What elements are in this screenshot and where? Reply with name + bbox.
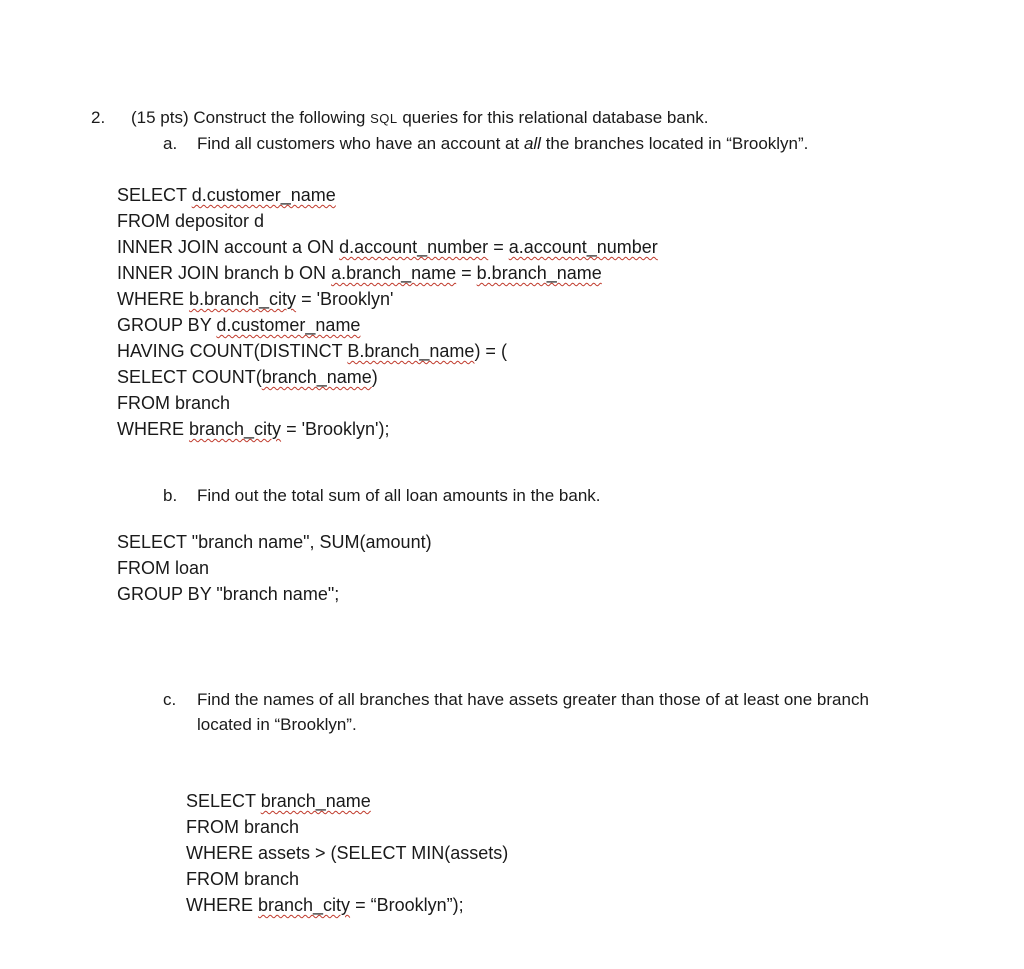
part-c-prompt-line1: Find the names of all branches that have assets greater than those of at least one branch xyxy=(197,690,869,709)
code-text: = xyxy=(488,237,509,257)
code-identifier: a.branch_name xyxy=(331,263,457,283)
code-line: GROUP BY "branch name"; xyxy=(117,584,340,604)
part-c-letter: c. xyxy=(163,690,177,709)
code-identifier: d.customer_name xyxy=(191,185,336,205)
code-line xyxy=(117,312,658,338)
code-line xyxy=(117,286,658,312)
part-b-letter: b. xyxy=(163,486,178,505)
code-identifier: b.branch_city xyxy=(189,289,297,309)
code-line xyxy=(186,814,508,840)
code-identifier: branch_name xyxy=(261,367,372,387)
code-text: INNER JOIN account a ON xyxy=(117,237,340,257)
code-identifier: branch_city xyxy=(258,895,351,915)
code-text: = 'Brooklyn' xyxy=(296,289,394,309)
part-a-italic-word: all xyxy=(523,134,541,153)
code-line: FROM loan xyxy=(117,558,210,578)
code-identifier: d.customer_name xyxy=(216,315,361,335)
code-line xyxy=(117,416,658,442)
code-line xyxy=(117,208,658,234)
code-identifier: branch_name xyxy=(260,791,371,811)
part-a-text-before: Find all customers who have an account at xyxy=(197,134,524,153)
code-line xyxy=(117,390,658,416)
code-text: = xyxy=(456,263,477,283)
code-identifier: a.account_number xyxy=(508,237,658,257)
question-number: 2. xyxy=(91,108,106,127)
code-text: FROM branch xyxy=(186,869,300,889)
part-a-sql-block xyxy=(117,182,658,442)
code-text: = 'Brooklyn'); xyxy=(281,419,390,439)
part-b-sql-block xyxy=(117,529,432,607)
code-line xyxy=(186,840,508,866)
code-text: ) = ( xyxy=(474,341,507,361)
code-text: ) xyxy=(371,367,378,387)
question-points: (15 pts) xyxy=(131,108,189,127)
code-text: SELECT xyxy=(186,791,261,811)
part-b-prompt: Find out the total sum of all loan amounts in the bank. xyxy=(197,486,601,505)
code-text: FROM depositor d xyxy=(117,211,265,231)
code-text: FROM branch xyxy=(186,817,300,837)
code-text: WHERE assets > (SELECT MIN(assets) xyxy=(186,843,509,863)
question-text-before: Construct the following xyxy=(193,108,371,127)
code-text: WHERE xyxy=(117,419,189,439)
code-line: SELECT "branch name", SUM(amount) xyxy=(117,532,432,552)
code-text: WHERE xyxy=(186,895,258,915)
code-text: GROUP BY xyxy=(117,315,217,335)
part-c-prompt-line2: located in “Brooklyn”. xyxy=(197,715,357,734)
question-text-after: queries for this relational database bank. xyxy=(397,108,709,127)
code-identifier: b.branch_name xyxy=(476,263,602,283)
code-text: HAVING COUNT(DISTINCT xyxy=(117,341,348,361)
code-text: SELECT xyxy=(117,185,192,205)
code-text: INNER JOIN branch b ON xyxy=(117,263,332,283)
code-line xyxy=(186,866,508,892)
question-sql-word: SQL xyxy=(370,111,398,126)
part-c-sql-block xyxy=(186,788,508,918)
code-text: FROM branch xyxy=(117,393,231,413)
code-line xyxy=(186,892,508,918)
code-line xyxy=(117,364,658,390)
code-line xyxy=(186,788,508,814)
code-text: SELECT COUNT( xyxy=(117,367,262,387)
code-identifier: B.branch_name xyxy=(347,341,475,361)
code-identifier: branch_city xyxy=(189,419,282,439)
code-line xyxy=(117,338,658,364)
code-text: WHERE xyxy=(117,289,189,309)
code-text: = “Brooklyn”); xyxy=(350,895,464,915)
code-line xyxy=(117,234,658,260)
code-line xyxy=(117,182,658,208)
code-line xyxy=(117,260,658,286)
code-identifier: d.account_number xyxy=(339,237,489,257)
question-heading xyxy=(131,108,709,128)
part-a-prompt xyxy=(197,134,808,154)
part-a-text-after: the branches located in “Brooklyn”. xyxy=(540,134,809,153)
part-a-letter: a. xyxy=(163,134,178,153)
